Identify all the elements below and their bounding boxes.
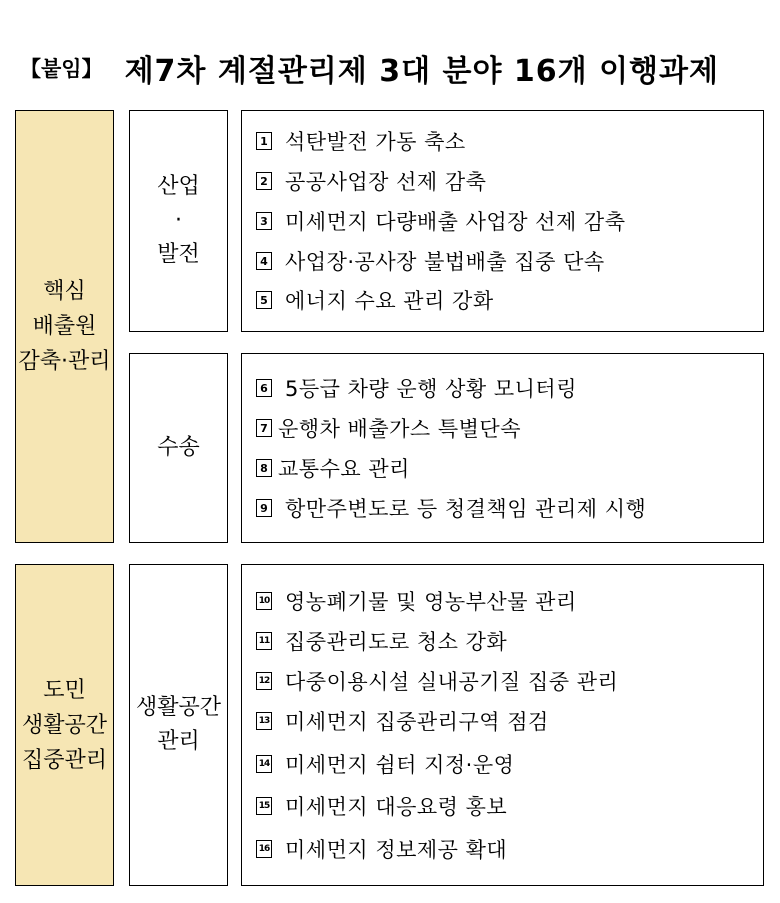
subcategory-living-space (129, 564, 228, 886)
item-text: 공공사업장 선제 감축 (285, 170, 487, 194)
task-list-living-space (241, 564, 764, 886)
list-item (256, 453, 410, 483)
item-number: 8 (256, 459, 272, 477)
subcategory-label: 수송 (157, 435, 200, 460)
item-text: 에너지 수요 관리 강화 (285, 289, 494, 313)
item-text: 미세먼지 쉼터 지정·운영 (285, 753, 515, 777)
item-text: 교통수요 관리 (278, 457, 410, 481)
list-item (256, 493, 646, 523)
page-title (20, 46, 719, 90)
task-list-industry (241, 110, 764, 332)
task-list-transport (241, 353, 764, 543)
item-text: 항만주변도로 등 청결책임 관리제 시행 (285, 497, 647, 521)
item-number: 14 (256, 755, 272, 773)
item-text: 5등급 차량 운행 상황 모니터링 (285, 377, 577, 401)
attachment-tag: 【붙임】 (20, 57, 103, 81)
item-number: 4 (256, 252, 272, 270)
item-number: 16 (256, 840, 272, 858)
category-label: 핵심 배출원 감축·관리 (18, 279, 111, 374)
item-number: 10 (256, 592, 272, 610)
list-item (256, 246, 605, 276)
list-item (256, 706, 549, 736)
category-label: 도민 생활공간 집중관리 (21, 677, 107, 773)
item-number: 1 (256, 132, 272, 150)
item-number: 3 (256, 212, 272, 230)
item-text: 미세먼지 다량배출 사업장 선제 감축 (285, 210, 626, 234)
item-text: 영농폐기물 및 영농부산물 관리 (285, 590, 577, 614)
list-item (256, 626, 507, 656)
list-item (256, 373, 577, 403)
item-text: 석탄발전 가동 축소 (285, 130, 466, 154)
list-item (256, 791, 507, 821)
document-title: 제7차 계절관리제 3대 분야 16개 이행과제 (124, 54, 719, 89)
list-item (256, 586, 577, 616)
item-number: 11 (256, 632, 272, 650)
list-item (256, 166, 486, 196)
item-number: 15 (256, 797, 272, 815)
category-core-emission (15, 110, 114, 543)
list-item (256, 285, 494, 315)
subcategory-label: 생활공간 관리 (135, 695, 221, 754)
list-item (256, 413, 521, 443)
item-number: 2 (256, 172, 272, 190)
list-item (256, 834, 507, 864)
subcategory-label: 산업 · 발전 (157, 174, 200, 267)
item-text: 미세먼지 대응요령 홍보 (285, 795, 508, 819)
item-text: 다중이용시설 실내공기질 집중 관리 (285, 670, 619, 694)
list-item (256, 666, 618, 696)
item-number: 9 (256, 499, 272, 517)
item-text: 운행차 배출가스 특별단속 (278, 417, 521, 441)
list-item (256, 126, 466, 156)
item-number: 5 (256, 291, 272, 309)
item-text: 집중관리도로 청소 강화 (285, 630, 508, 654)
item-text: 미세먼지 정보제공 확대 (285, 838, 508, 862)
item-text: 사업장·공사장 불법배출 집중 단속 (285, 250, 605, 274)
item-number: 7 (256, 419, 272, 437)
list-item (256, 206, 626, 236)
list-item (256, 749, 514, 779)
subcategory-industry-power (129, 110, 228, 332)
item-number: 6 (256, 379, 272, 397)
subcategory-transport (129, 353, 228, 543)
item-number: 13 (256, 712, 272, 730)
item-text: 미세먼지 집중관리구역 점검 (285, 710, 549, 734)
category-living-space (15, 564, 114, 886)
item-number: 12 (256, 672, 272, 690)
